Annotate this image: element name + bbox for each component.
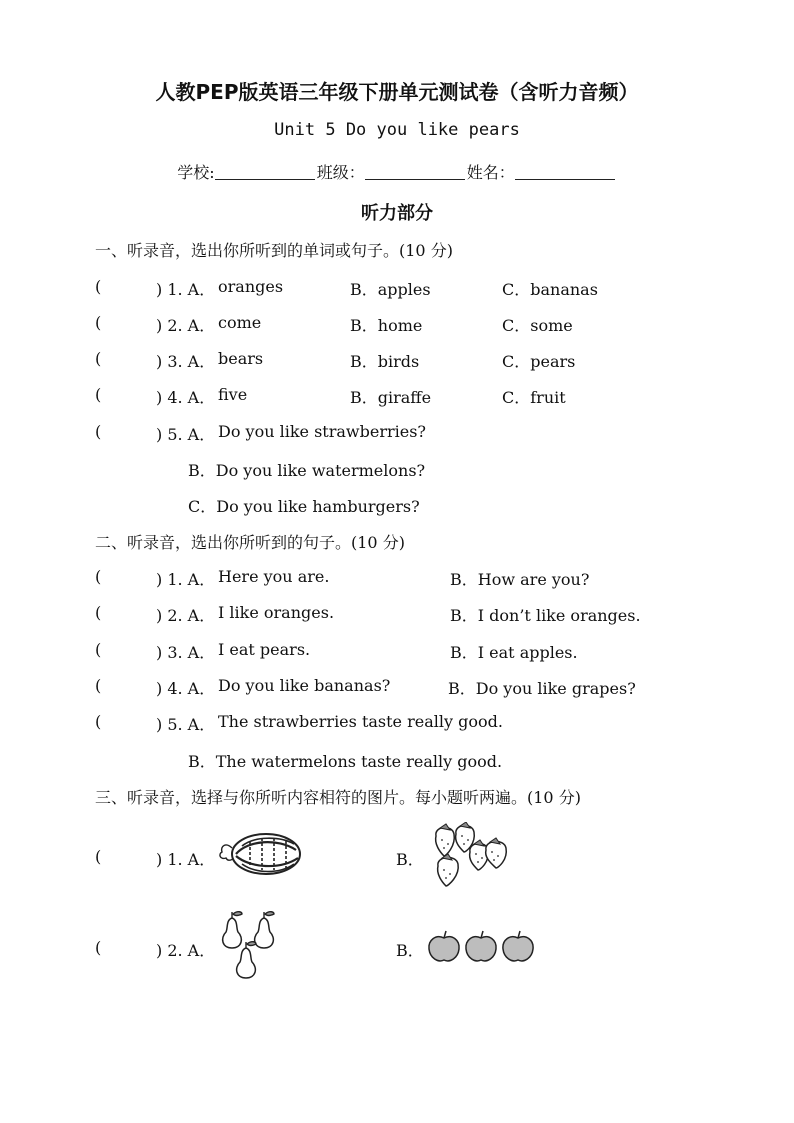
listening-part-title: 听力部分 bbox=[361, 203, 433, 224]
class-label: 班级： bbox=[316, 163, 365, 182]
pears-icon[interactable] bbox=[216, 908, 282, 984]
section2-heading: 二、听录音，选出你所听到的句子。(10 分) bbox=[95, 533, 405, 552]
question-number: ) 1. A． bbox=[156, 280, 216, 299]
option-b: B．How are you? bbox=[450, 570, 590, 589]
option-a: five bbox=[218, 385, 248, 404]
option-b: B．birds bbox=[350, 352, 420, 371]
option-c: C．Do you like hamburgers? bbox=[188, 497, 420, 516]
option-b: B．I don’t like oranges. bbox=[450, 606, 641, 625]
option-a: come bbox=[218, 313, 262, 332]
name-label: 姓名： bbox=[466, 163, 515, 182]
option-b-label: B． bbox=[396, 941, 424, 960]
question-number: ) 4. A． bbox=[156, 388, 216, 407]
question-number: ) 2. A． bbox=[156, 941, 216, 960]
answer-paren[interactable]: ( bbox=[95, 567, 102, 586]
answer-paren[interactable]: ( bbox=[95, 277, 102, 296]
answer-paren[interactable]: ( bbox=[95, 349, 102, 368]
watermelon-icon[interactable] bbox=[214, 828, 304, 878]
option-a: oranges bbox=[218, 277, 284, 296]
option-b: B．giraffe bbox=[350, 388, 432, 407]
unit-subtitle: Unit 5 Do you like pears bbox=[274, 120, 520, 140]
option-b: B．Do you like watermelons? bbox=[188, 461, 426, 480]
apples-icon[interactable] bbox=[426, 930, 538, 964]
option-a: I like oranges. bbox=[218, 603, 335, 622]
option-b: B．I eat apples. bbox=[450, 643, 578, 662]
option-a: I eat pears. bbox=[218, 640, 311, 659]
section3-heading: 三、听录音，选择与你所听内容相符的图片。每小题听两遍。(10 分) bbox=[95, 788, 581, 807]
section1-heading: 一、听录音，选出你所听到的单词或句子。(10 分) bbox=[95, 241, 453, 260]
page-title: 人教PEP版英语三年级下册单元测试卷（含听力音频） bbox=[155, 80, 639, 104]
question-number: ) 5. A． bbox=[156, 715, 216, 734]
answer-paren[interactable]: ( bbox=[95, 712, 102, 731]
option-b: B．home bbox=[350, 316, 423, 335]
question-number: ) 2. A． bbox=[156, 606, 216, 625]
option-a: bears bbox=[218, 349, 264, 368]
option-a: Do you like strawberries? bbox=[218, 422, 426, 441]
option-b: B．apples bbox=[350, 280, 431, 299]
option-c: C．some bbox=[502, 316, 573, 335]
option-a: The strawberries taste really good. bbox=[218, 712, 503, 731]
school-label: 学校: bbox=[177, 163, 215, 182]
question-number: ) 5. A． bbox=[156, 425, 216, 444]
option-b-label: B． bbox=[396, 850, 424, 869]
answer-paren[interactable]: ( bbox=[95, 422, 102, 441]
school-blank[interactable] bbox=[215, 163, 315, 180]
question-number: ) 3. A． bbox=[156, 643, 216, 662]
option-c: C．bananas bbox=[502, 280, 598, 299]
question-number: ) 1. A． bbox=[156, 850, 216, 869]
option-c: C．pears bbox=[502, 352, 576, 371]
answer-paren[interactable]: ( bbox=[95, 313, 102, 332]
question-number: ) 3. A． bbox=[156, 352, 216, 371]
option-c: C．fruit bbox=[502, 388, 566, 407]
strawberries-icon[interactable] bbox=[428, 822, 518, 890]
question-number: ) 1. A． bbox=[156, 570, 216, 589]
answer-paren[interactable]: ( bbox=[95, 938, 102, 957]
student-info-line bbox=[0, 160, 794, 183]
answer-paren[interactable]: ( bbox=[95, 603, 102, 622]
question-number: ) 4. A． bbox=[156, 679, 216, 698]
option-b: B．Do you like grapes? bbox=[448, 679, 636, 698]
option-a: Here you are. bbox=[218, 567, 330, 586]
name-blank[interactable] bbox=[515, 163, 615, 180]
question-number: ) 2. A． bbox=[156, 316, 216, 335]
class-blank[interactable] bbox=[365, 163, 465, 180]
answer-paren[interactable]: ( bbox=[95, 847, 102, 866]
answer-paren[interactable]: ( bbox=[95, 676, 102, 695]
answer-paren[interactable]: ( bbox=[95, 640, 102, 659]
answer-paren[interactable]: ( bbox=[95, 385, 102, 404]
option-b: B．The watermelons taste really good. bbox=[188, 752, 503, 771]
option-a: Do you like bananas? bbox=[218, 676, 391, 695]
